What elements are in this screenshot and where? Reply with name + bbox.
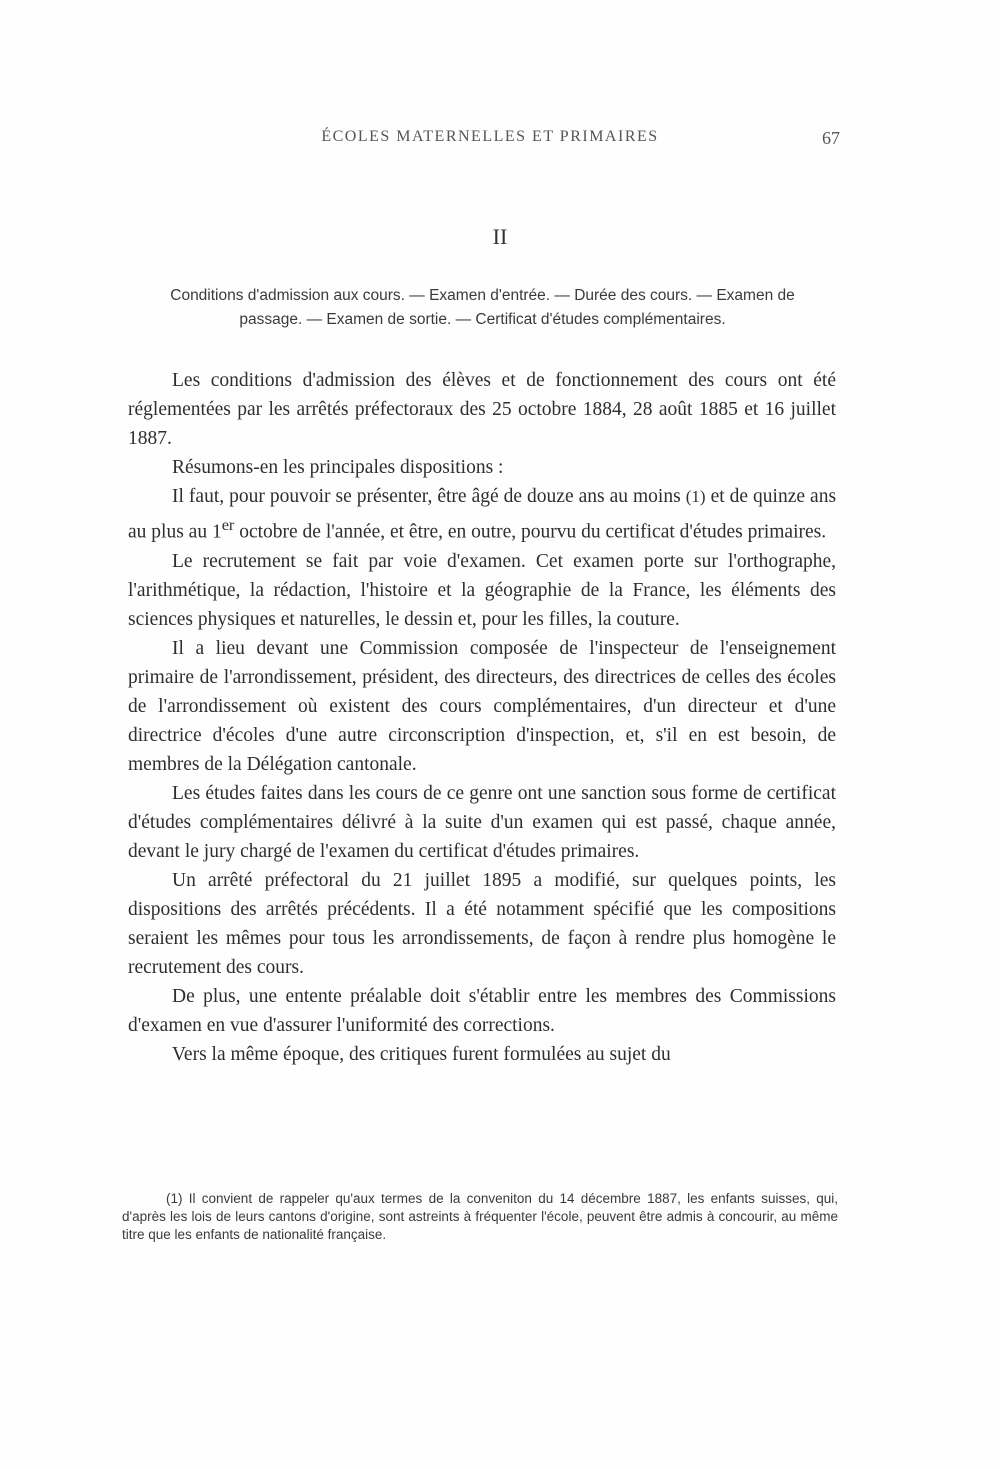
paragraph: Les études faites dans les cours de ce genre ont une sanction sous forme de certificat d'études complémentaires délivré à la suite d'un examen qui est passé, chaque année, devant le jury chargé de l'examen du certificat d'études primaires. xyxy=(128,782,836,862)
paragraph-text: octobre de l'année, et être, en outre, pourvu du certificat d'études primaires. xyxy=(239,521,827,543)
footnote-reference: (1) xyxy=(685,487,706,506)
section-numeral: II xyxy=(492,224,508,249)
paragraph: De plus, une entente préalable doit s'établir entre les membres des Commissions d'examen en vue d'assurer l'uniformité des corrections. xyxy=(128,985,836,1036)
paragraph: Le recrutement se fait par voie d'examen. Cet examen porte sur l'orthographe, l'arithmétique, la rédaction, l'histoire et la géographie de la France, les éléments des sciences physiques et naturelles, le dessin et, pour les filles, la couture. xyxy=(128,550,836,630)
paragraph: Résumons-en les principales dispositions : xyxy=(172,457,504,478)
running-title: ÉCOLES MATERNELLES ET PRIMAIRES xyxy=(321,128,659,145)
paragraph-text: et de quinze ans au plus au 1 xyxy=(128,486,837,543)
footnote: (1) Il convient de rappeler qu'aux termes de la conveniton du 14 décembre 1887, les enfants suisses, qui, d'après les lois de leurs cantons d'origine, sont astreints à fréquenter l'école, peuvent être admis à concourir, au même titre que les enfants de nationalité française. xyxy=(122,1191,838,1242)
paragraph-text: Il faut, pour pouvoir se présenter, être âgé de douze ans au moins xyxy=(172,486,681,507)
paragraph: Vers la même époque, des critiques furent formulées au sujet du xyxy=(172,1043,671,1065)
paragraph: Il a lieu devant une Commission composée de l'inspecteur de l'enseignement primaire de l'arrondissement, président, des directeurs, des directrices de celles des écoles de l'arrondissement où existent des cours complémentaires, d'un directeur et d'une directrice d'écoles d'une autre circonscription d'inspection, et, s'il en est besoin, de membres de la Délégation cantonale. xyxy=(128,637,836,775)
running-head xyxy=(140,128,840,152)
body-text xyxy=(128,366,836,1069)
page-number: 67 xyxy=(822,128,840,148)
paragraph-age-requirements xyxy=(128,482,836,547)
ordinal-superscript: er xyxy=(221,516,235,534)
paragraph: Un arrêté préfectoral du 21 juillet 1895 a modifié, sur quelques points, les dispositions des arrêtés précédents. Il a été notamment spécifié que les compositions seraient les mêmes pour tous les arrondissements, de façon à rendre plus homogène le recrutement des cours. xyxy=(128,869,836,978)
section-summary: Conditions d'admission aux cours. — Examen d'entrée. — Durée des cours. — Examen de passage. — Examen de sortie. — Certificat d'études complémentaires. xyxy=(170,287,795,328)
paragraph: Les conditions d'admission des élèves et de fonctionnement des cours ont été réglementées par les arrêtés préfectoraux des 25 octobre 1884, 28 août 1885 et 16 juillet 1887. xyxy=(128,370,836,449)
